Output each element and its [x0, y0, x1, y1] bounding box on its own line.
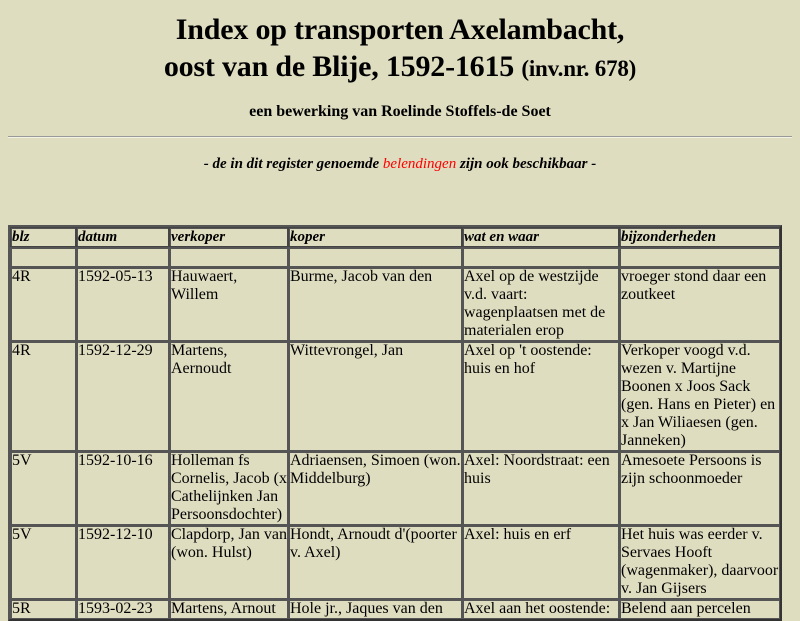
cell-datum: 1592-12-10	[76, 525, 169, 599]
cell-wat-en-waar: Axel: huis en erf	[462, 525, 619, 599]
table-cell	[76, 247, 169, 267]
table-cell	[619, 247, 780, 267]
cell-bijzonderheden: Belend aan percelen	[619, 599, 780, 619]
column-header-bijzonderheden: bijzonderheden	[619, 227, 780, 247]
cell-wat-en-waar: Axel aan het oostende:	[462, 599, 619, 619]
page-title	[8, 8, 792, 87]
column-header-blz: blz	[10, 227, 76, 247]
cell-blz: 5V	[10, 451, 76, 525]
table-row	[10, 341, 780, 451]
cell-blz: 4R	[10, 341, 76, 451]
cell-verkoper: Martens, Arnout	[169, 599, 288, 619]
column-header-wat-en-waar: wat en waar	[462, 227, 619, 247]
table-header-row	[10, 227, 780, 247]
cell-blz: 4R	[10, 267, 76, 341]
table-cell	[10, 247, 76, 267]
column-header-koper: koper	[288, 227, 462, 247]
cell-koper: Wittevrongel, Jan	[288, 341, 462, 451]
cell-datum: 1592-10-16	[76, 451, 169, 525]
cell-koper: Hole jr., Jaques van den	[288, 599, 462, 619]
note-prefix: - de in dit register genoemde	[203, 156, 380, 172]
table-row	[10, 267, 780, 341]
belendingen-link[interactable]: belendingen	[382, 156, 457, 172]
divider	[8, 136, 792, 138]
inventory-number: (inv.nr. 678)	[521, 56, 637, 81]
cell-verkoper: Martens, Aernoudt	[169, 341, 288, 451]
blank-row	[10, 247, 780, 267]
table-row	[10, 451, 780, 525]
note-suffix: zijn ook beschikbaar -	[459, 156, 597, 172]
table-cell	[169, 247, 288, 267]
title-line-2: oost van de Blije, 1592-1615	[163, 50, 515, 83]
cell-bijzonderheden: Verkoper voogd v.d. wezen v. Martijne Boonen x Joos Sack (gen. Hans en Pieter) en x Jan Wiliaesen (gen. Janneken)	[619, 341, 780, 451]
table-cell	[288, 247, 462, 267]
cell-wat-en-waar: Axel: Noordstraat: een huis	[462, 451, 619, 525]
title-line-1: Index op transporten Axelambacht,	[175, 13, 625, 46]
cell-datum: 1592-05-13	[76, 267, 169, 341]
cell-wat-en-waar: Axel op 't oostende: huis en hof	[462, 341, 619, 451]
table-cell	[462, 247, 619, 267]
cell-datum: 1592-12-29	[76, 341, 169, 451]
cell-koper: Adriaensen, Simoen (won. Middelburg)	[288, 451, 462, 525]
cell-verkoper: Hauwaert, Willem	[169, 267, 288, 341]
cell-bijzonderheden: vroeger stond daar een zoutkeet	[619, 267, 780, 341]
cell-datum: 1593-02-23	[76, 599, 169, 619]
cell-blz: 5V	[10, 525, 76, 599]
cell-koper: Burme, Jacob van den	[288, 267, 462, 341]
subtitle: een bewerking van Roelinde Stoffels-de Soet	[249, 103, 551, 120]
column-header-verkoper: verkoper	[169, 227, 288, 247]
belendingen-note	[8, 154, 792, 174]
cell-blz: 5R	[10, 599, 76, 619]
table-row	[10, 525, 780, 599]
cell-bijzonderheden: Amesoete Persoons is zijn schoonmoeder	[619, 451, 780, 525]
cell-koper: Hondt, Arnoudt d'(poorter v. Axel)	[288, 525, 462, 599]
table-row	[10, 599, 780, 619]
cell-bijzonderheden: Het huis was eerder v. Servaes Hooft (wagenmaker), daarvoor v. Jan Gijsers	[621, 526, 779, 597]
cell-verkoper: Holleman fs Cornelis, Jacob (x Cathelijnken Jan Persoonsdochter)	[171, 452, 287, 523]
transport-index-table	[8, 225, 782, 621]
cell-wat-en-waar: Axel op de westzijde v.d. vaart: wagenplaatsen met de materialen erop	[462, 267, 619, 341]
column-header-datum: datum	[76, 227, 169, 247]
cell-verkoper: Clapdorp, Jan van (won. Hulst)	[169, 525, 288, 599]
